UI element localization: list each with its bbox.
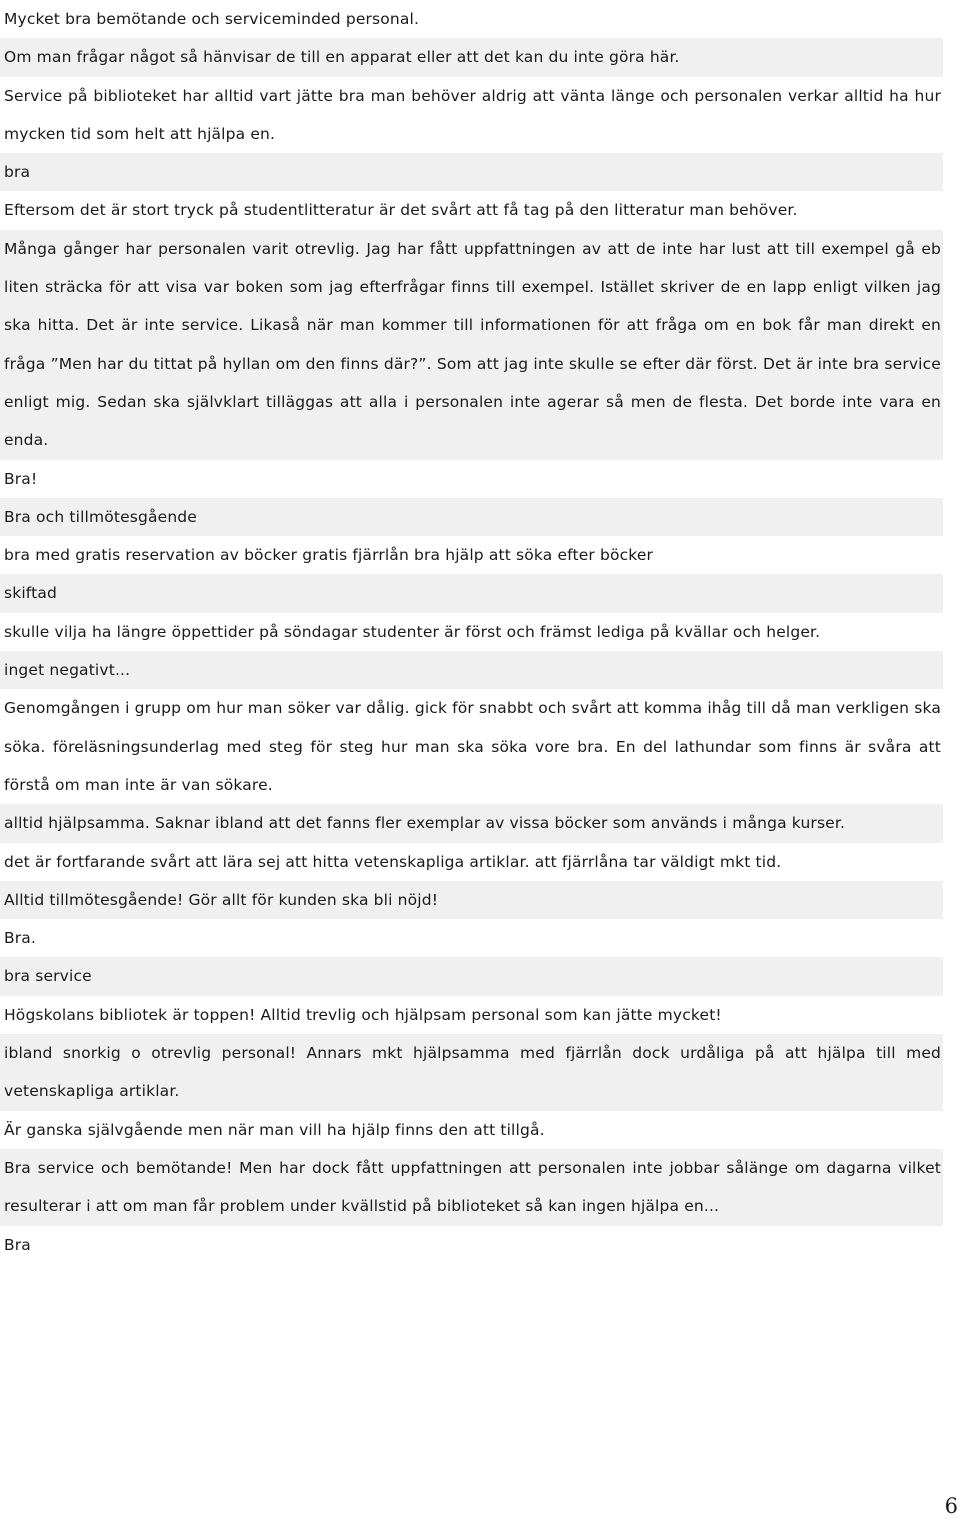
response-row-8: Bra och tillmötesgående bbox=[0, 498, 943, 536]
response-row-20: ibland snorkig o otrevlig personal! Annars mkt hjälpsamma med fjärrlån dock urdåliga på att hjälpa till med vetenskapliga artiklar. bbox=[0, 1034, 943, 1111]
response-row-7: Bra! bbox=[4, 469, 38, 488]
response-row-10: skiftad bbox=[0, 574, 943, 612]
response-row-13: Genomgången i grupp om hur man söker var dålig. gick för snabbt och svårt att komma ihåg till då man verkligen ska söka. föreläsningsunderlag med steg för steg hur man ska söka vore bra. En del lathundar som finns är svåra att förstå om man inte är van sökare. bbox=[4, 699, 941, 794]
response-row-15: det är fortfarande svårt att lära sej att hitta vetenskapliga artiklar. att fjärrlåna tar väldigt mkt tid. bbox=[4, 852, 782, 871]
response-row-6: Många gånger har personalen varit otrevlig. Jag har fått uppfattningen av att de inte har lust att till exempel gå eb liten sträcka för att visa var boken som jag efterfrågar finns till exempel. Istället skriver de en lapp enligt vilken jag ska hitta. Det är inte service. Likaså när man kommer till informationen för att fråga om en bok får man direkt en fråga ”Men har du tittat på hyllan om den finns där?”. Som att jag inte skulle se efter där först. Det är inte bra service enligt mig. Sedan ska självklart tilläggas att alla i personalen inte agerar så men de flesta. Det borde inte vara en enda. bbox=[0, 230, 943, 460]
response-row-23: Bra bbox=[4, 1235, 31, 1254]
response-row-4: bra bbox=[0, 153, 943, 191]
response-row-12: inget negativt... bbox=[0, 651, 943, 689]
response-row-9: bra med gratis reservation av böcker gratis fjärrlån bra hjälp att söka efter böcker bbox=[4, 546, 654, 565]
response-row-11: skulle vilja ha längre öppettider på söndagar studenter är först och främst lediga på kvällar och helger. bbox=[4, 622, 821, 641]
page-number: 6 bbox=[944, 1494, 958, 1518]
response-row-18: bra service bbox=[0, 957, 943, 995]
response-row-17: Bra. bbox=[4, 929, 37, 948]
response-row-1: Mycket bra bemötande och serviceminded personal. bbox=[4, 10, 420, 28]
response-row-22: Bra service och bemötande! Men har dock fått uppfattningen att personalen inte jobbar sålänge om dagarna vilket resulterar i att om man får problem under kvällstid på biblioteket så kan ingen hjälpa en... bbox=[0, 1149, 943, 1226]
response-row-3: Service på biblioteket har alltid vart jätte bra man behöver aldrig att vänta länge och personalen verkar alltid ha hur mycken tid som helt att hjälpa en. bbox=[4, 86, 941, 143]
response-row-2: Om man frågar något så hänvisar de till en apparat eller att det kan du inte göra här. bbox=[0, 38, 943, 76]
response-row-21: Är ganska självgående men när man vill ha hjälp finns den att tillgå. bbox=[4, 1120, 545, 1139]
response-row-14: alltid hjälpsamma. Saknar ibland att det fanns fler exemplar av vissa böcker som används i många kurser. bbox=[0, 804, 943, 842]
response-row-19: Högskolans bibliotek är toppen! Alltid trevlig och hjälpsam personal som kan jätte mycket! bbox=[4, 1005, 722, 1024]
response-row-16: Alltid tillmötesgående! Gör allt för kunden ska bli nöjd! bbox=[0, 881, 943, 919]
response-row-5: Eftersom det är stort tryck på studentlitteratur är det svårt att få tag på den litteratur man behöver. bbox=[4, 201, 798, 220]
